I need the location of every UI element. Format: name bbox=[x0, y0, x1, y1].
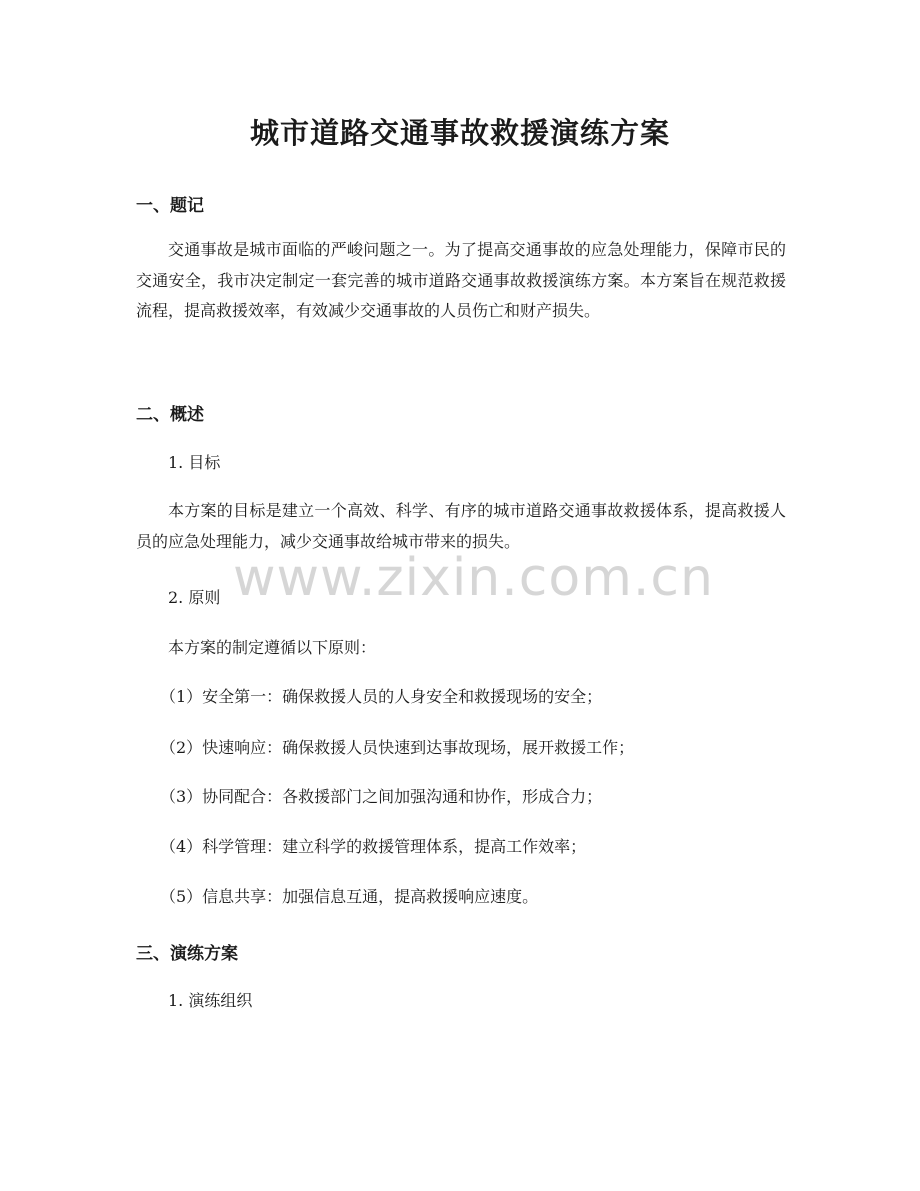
list-item: （1）安全第一：确保救援人员的人身安全和救援现场的安全； bbox=[160, 687, 603, 706]
principles-intro: 本方案的制定遵循以下原则： bbox=[168, 638, 377, 657]
subheading-drill-organization: 1. 演练组织 bbox=[168, 991, 253, 1010]
list-item: （2）快速响应：确保救援人员快速到达事故现场，展开救援工作； bbox=[160, 738, 635, 757]
document-title: 城市道路交通事故救援演练方案 bbox=[249, 116, 670, 150]
list-item: （3）协同配合：各救援部门之间加强沟通和协作，形成合力； bbox=[160, 787, 603, 806]
section-heading-overview: 二、概述 bbox=[136, 405, 204, 425]
intro-paragraph: 交通事故是城市面临的严峻问题之一。为了提高交通事故的应急处理能力，保障市民的交通安全，我市决定制定一套完善的城市道路交通事故救援演练方案。本方案旨在规范救援流程，提高救援效率，有效减少交通事故的人员伤亡和财产损失。 bbox=[136, 240, 786, 320]
section-heading-drill-plan: 三、演练方案 bbox=[136, 944, 238, 964]
subheading-principles: 2. 原则 bbox=[168, 588, 221, 607]
subheading-goal: 1. 目标 bbox=[168, 453, 221, 472]
list-item: （5）信息共享：加强信息互通，提高救援响应速度。 bbox=[160, 887, 539, 906]
section-heading-intro: 一、题记 bbox=[136, 196, 204, 216]
list-item: （4）科学管理：建立科学的救援管理体系，提高工作效率； bbox=[160, 837, 587, 856]
goal-paragraph: 本方案的目标是建立一个高效、科学、有序的城市道路交通事故救援体系，提高救援人员的应急处理能力，减少交通事故给城市带来的损失。 bbox=[136, 501, 786, 551]
watermark: www.zixin.com.cn bbox=[233, 548, 714, 608]
